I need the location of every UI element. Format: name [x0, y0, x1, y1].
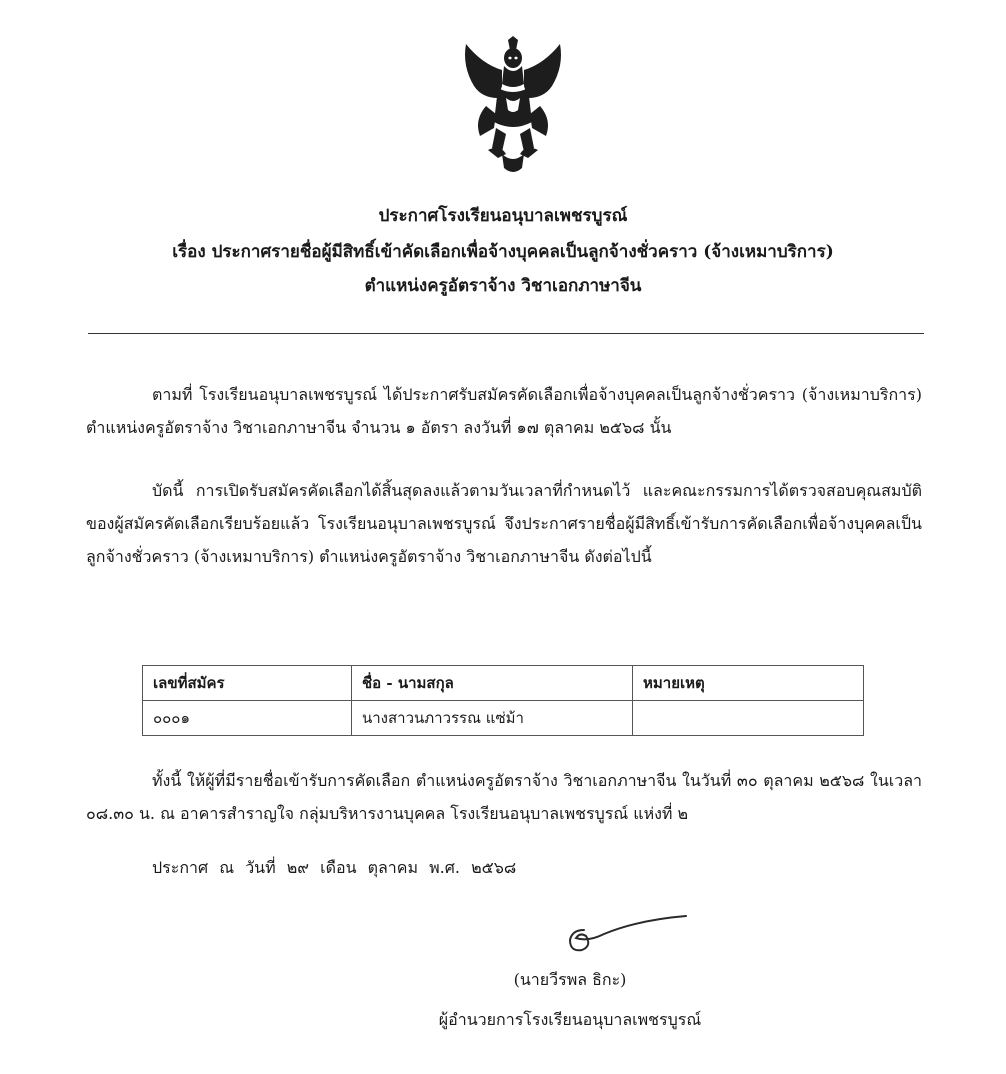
column-header-full-name: ชื่อ - นามสกุล	[352, 666, 633, 701]
announcement-date: ประกาศ ณ วันที่ ๒๙ เดือน ตุลาคม พ.ศ. ๒๕๖๘	[152, 858, 517, 877]
applicant-table	[142, 665, 864, 736]
announcement-subject: เรื่อง ประกาศรายชื่อผู้มีสิทธิ์เข้าคัดเลือกเพื่อจ้างบุคคลเป็นลูกจ้างชั่วคราว (จ้างเหมาบริการ)	[172, 242, 834, 262]
body-paragraph-3: ทั้งนี้ ให้ผู้ที่มีรายชื่อเข้ารับการคัดเลือก ตำแหน่งครูอัตราจ้าง วิชาเอกภาษาจีน ในวันที่ ๓๐ ตุลาคม ๒๕๖๘ ในเวลา ๐๘.๓๐ น. ณ อาคารสำราญใจ กลุ่มบริหารงานบุคคล โรงเรียนอนุบาลเพชรบูรณ์ แห่งที่ ๒	[86, 771, 922, 823]
column-header-remarks: หมายเหตุ	[633, 666, 864, 701]
signer-name: (นายวีรพล ธิกะ)	[513, 970, 627, 989]
column-header-application-no: เลขที่สมัคร	[143, 666, 352, 701]
handwritten-signature-icon	[558, 908, 698, 958]
table-header-row	[143, 666, 864, 701]
announcement-position: ตำแหน่งครูอัตราจ้าง วิชาเอกภาษาจีน	[364, 276, 642, 296]
garuda-emblem-icon	[452, 36, 574, 176]
announcement-title: ประกาศโรงเรียนอนุบาลเพชรบูรณ์	[378, 206, 628, 226]
cell-remarks	[633, 701, 864, 736]
body-paragraph-1: ตามที่ โรงเรียนอนุบาลเพชรบูรณ์ ได้ประกาศรับสมัครคัดเลือกเพื่อจ้างบุคคลเป็นลูกจ้างชั่วคราว (จ้างเหมาบริการ) ตำแหน่งครูอัตราจ้าง วิชาเอกภาษาจีน จำนวน ๑ อัตรา ลงวันที่ ๑๗ ตุลาคม ๒๕๖๘ นั้น	[86, 385, 922, 437]
signer-title: ผู้อำนวยการโรงเรียนอนุบาลเพชรบูรณ์	[438, 1010, 702, 1029]
body-paragraph-2: บัดนี้ การเปิดรับสมัครคัดเลือกได้สิ้นสุดลงแล้วตามวันเวลาที่กำหนดไว้ และคณะกรรมการได้ตรวจสอบคุณสมบัติของผู้สมัครคัดเลือกเรียบร้อยแล้ว โรงเรียนอนุบาลเพชรบูรณ์ จึงประกาศรายชื่อผู้มีสิทธิ์เข้ารับการคัดเลือกเพื่อจ้างบุคคลเป็นลูกจ้างชั่วคราว (จ้างเหมาบริการ) ตำแหน่งครูอัตราจ้าง วิชาเอกภาษาจีน ดังต่อไปนี้	[86, 481, 922, 566]
table-row	[143, 701, 864, 736]
header-divider	[88, 333, 924, 334]
cell-full-name: นางสาวนภาวรรณ แซ่ม้า	[352, 701, 633, 736]
cell-application-no: ๐๐๐๑	[143, 701, 352, 736]
